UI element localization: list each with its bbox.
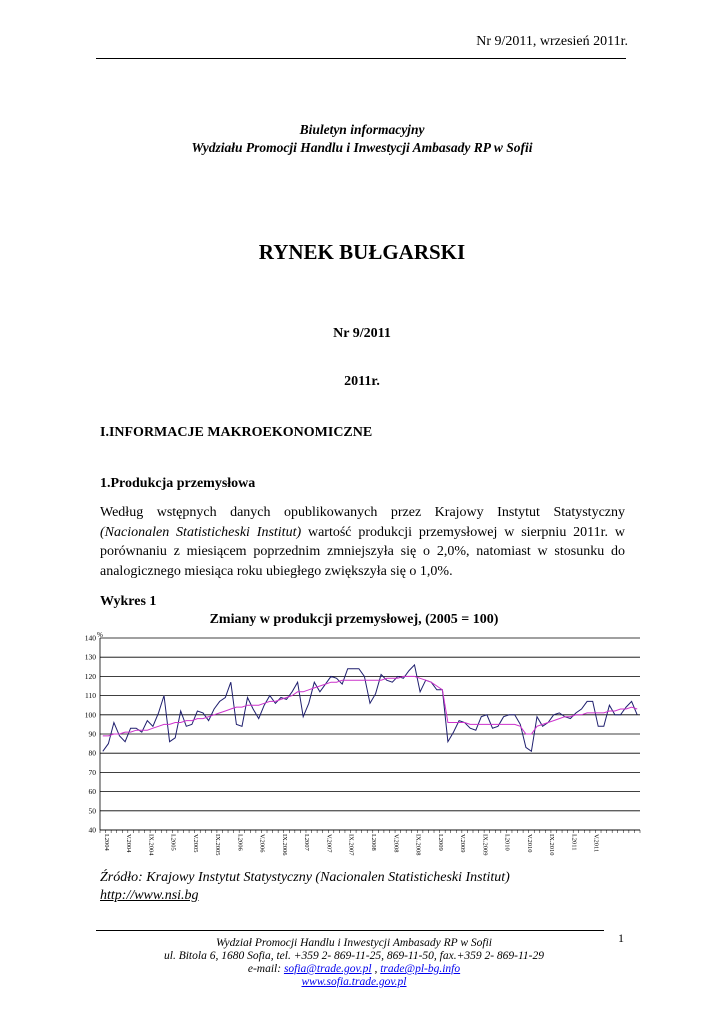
issue-number: Nr 9/2011 [333, 326, 391, 341]
y-tick-label: 40 [88, 825, 96, 835]
x-tick-label: IX.2004 [147, 834, 155, 856]
x-tick-label: I.2008 [370, 834, 377, 851]
paragraph-text-1: Według wstępnych danych opublikowanych przez Krajowy Instytut Statystyczny [100, 505, 625, 520]
x-tick-label: IX.2006 [280, 834, 288, 856]
x-tick-label: I.2005 [169, 834, 177, 851]
x-tick-label: IX.2010 [548, 834, 556, 856]
x-tick-label: V.2010 [525, 834, 533, 853]
source-link[interactable]: http://www.nsi.bg [100, 888, 199, 903]
footer-org: Wydział Promocji Handlu i Inwestycji Ambasady RP w Sofii [216, 937, 492, 949]
footer-email-separator: , [371, 963, 381, 975]
footer-email [0, 963, 708, 975]
y-tick-label: 120 [84, 671, 96, 681]
x-tick-label: V.2011 [592, 834, 600, 853]
x-tick-label: IX.2009 [481, 834, 489, 856]
x-tick-label: V.2008 [392, 834, 400, 853]
x-tick-label: I.2006 [236, 834, 244, 851]
x-tick-label: I.2007 [303, 834, 311, 851]
x-tick-label: V.2009 [459, 834, 467, 853]
x-tick-label: V.2007 [325, 834, 333, 853]
email-link-2[interactable]: trade@pl-bg.info [380, 963, 461, 975]
footer-divider [96, 930, 604, 931]
x-tick-label: V.2006 [258, 834, 266, 853]
industrial-production-chart [84, 630, 644, 866]
y-tick-label: 110 [85, 691, 96, 701]
y-tick-label: 70 [88, 767, 96, 777]
paragraph-italic: (Nacionalen Statisticheski Institut) [100, 524, 302, 540]
footer-email-prefix: e-mail: [247, 963, 284, 975]
source-text: Źródło: Krajowy Instytut Statystyczny (Nacionalen Statisticheski Institut) [100, 870, 510, 885]
section-heading: I.INFORMACJE MAKROEKONOMICZNE [100, 425, 373, 440]
paragraph-text-2: wartość produkcji przemysłowej w sierpniu 2011r. w porównaniu z miesiącem poprzednim zmniejszyła się o 2,0%, natomiast w stosunku do analogicznego miesiąca roku ubiegłego zwiększyła się o 1,0%. [100, 524, 625, 579]
bulletin-title: Biuletyn informacyjny [299, 122, 425, 137]
footer-address: ul. Bitola 6, 1680 Sofia, tel. +359 2- 869-11-25, 869-11-50, fax.+359 2- 869-11-29 [164, 950, 544, 962]
figure-label: Wykres 1 [100, 594, 157, 609]
y-tick-label: 60 [88, 787, 96, 797]
y-tick-label: 100 [84, 710, 96, 720]
y-tick-label: 80 [88, 748, 96, 758]
page-number: 1 [618, 931, 624, 945]
x-tick-label: V.2005 [191, 834, 199, 853]
x-tick-label: IX.2005 [214, 834, 222, 856]
footer-website [0, 976, 708, 988]
y-axis-unit: % [97, 631, 103, 639]
x-tick-label: I.2011 [570, 834, 578, 851]
header-issue-date: Nr 9/2011, wrzesień 2011r. [476, 34, 628, 49]
x-tick-label: V.2004 [125, 834, 133, 853]
y-tick-label: 130 [84, 652, 96, 662]
x-tick-label: IX.2008 [414, 834, 422, 856]
x-tick-label: IX.2007 [347, 834, 355, 856]
subsection-heading: 1.Produkcja przemysłowa [100, 476, 256, 491]
chart-title: Zmiany w produkcji przemysłowej, (2005 = 100) [209, 612, 499, 627]
issue-year: 2011r. [344, 374, 380, 389]
trend-line [103, 676, 637, 736]
y-tick-label: 50 [88, 806, 96, 816]
y-tick-label: 90 [88, 729, 96, 739]
document-title: RYNEK BUŁGARSKI [258, 240, 466, 264]
x-tick-label: I.2009 [436, 834, 444, 851]
x-tick-label: I.2010 [503, 834, 511, 851]
website-link[interactable]: www.sofia.trade.gov.pl [301, 976, 407, 988]
bulletin-subtitle: Wydziału Promocji Handlu i Inwestycji Ambasady RP w Sofii [191, 140, 533, 155]
header-divider [96, 58, 626, 59]
y-tick-label: 140 [84, 633, 96, 643]
body-paragraph [100, 503, 625, 581]
email-link-1[interactable]: sofia@trade.gov.pl [283, 963, 372, 975]
x-tick-label: I.2004 [102, 834, 110, 851]
actual-line [103, 665, 637, 751]
